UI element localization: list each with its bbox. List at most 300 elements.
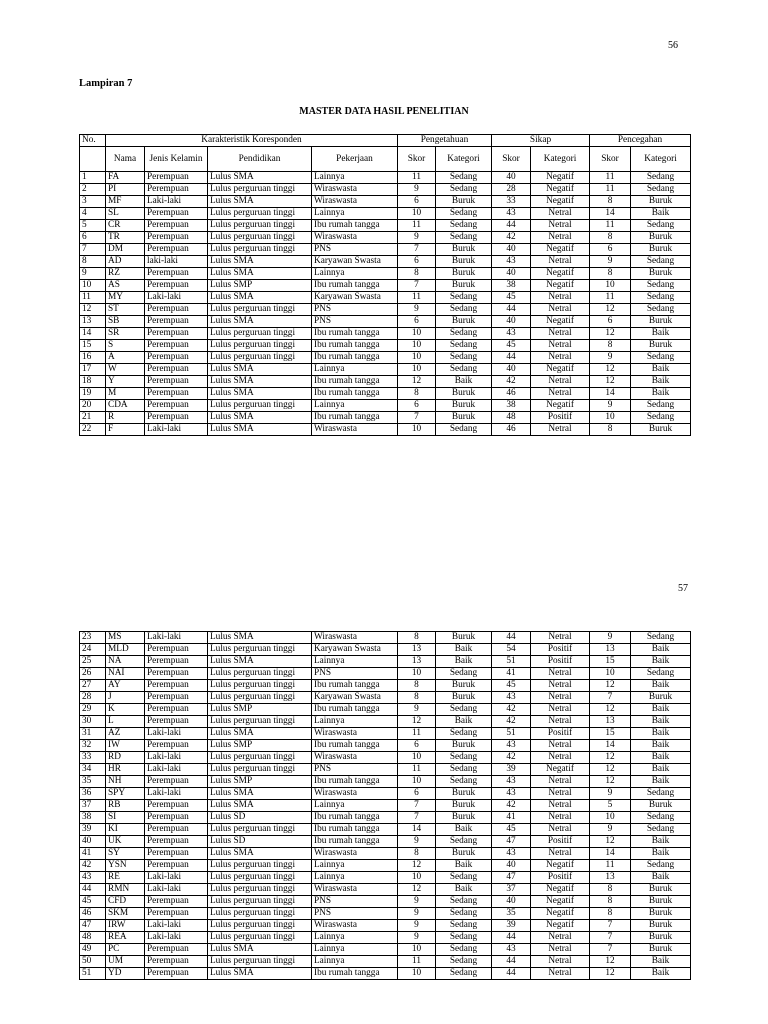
cell-kategori-pencegahan: Sedang [631, 280, 691, 292]
cell-pendidikan: Lulus perguruan tinggi [208, 824, 312, 836]
cell-kategori-pengetahuan: Sedang [436, 424, 492, 436]
cell-kategori-pencegahan: Buruk [631, 920, 691, 932]
header-skor-sikap: Skor [492, 147, 531, 172]
cell-pekerjaan: Karyawan Swasta [312, 692, 398, 704]
cell-kategori-sikap: Positif [531, 836, 590, 848]
cell-kategori-sikap: Netral [531, 788, 590, 800]
cell-pekerjaan: Lainnya [312, 872, 398, 884]
cell-pekerjaan: Lainnya [312, 944, 398, 956]
cell-nama: SKM [106, 908, 145, 920]
cell-kategori-sikap: Netral [531, 292, 590, 304]
cell-kategori-pengetahuan: Sedang [436, 896, 492, 908]
cell-pendidikan: Lulus perguruan tinggi [208, 716, 312, 728]
cell-kategori-pengetahuan: Baik [436, 376, 492, 388]
cell-skor-sikap: 40 [492, 268, 531, 280]
cell-skor-pengetahuan: 10 [398, 776, 436, 788]
cell-jenis-kelamin: Perempuan [145, 740, 208, 752]
cell-skor-sikap: 38 [492, 280, 531, 292]
cell-skor-pencegahan: 10 [590, 668, 631, 680]
header-pencegahan: Pencegahan [590, 135, 691, 147]
cell-skor-sikap: 40 [492, 896, 531, 908]
cell-jenis-kelamin: Laki-laki [145, 920, 208, 932]
cell-nama: KI [106, 824, 145, 836]
cell-nama: REA [106, 932, 145, 944]
cell-pekerjaan: Wiraswasta [312, 848, 398, 860]
cell-skor-sikap: 41 [492, 812, 531, 824]
cell-skor-sikap: 46 [492, 424, 531, 436]
cell-skor-sikap: 51 [492, 656, 531, 668]
cell-skor-pencegahan: 14 [590, 388, 631, 400]
cell-no: 29 [80, 704, 106, 716]
cell-kategori-sikap: Netral [531, 704, 590, 716]
cell-pendidikan: Lulus perguruan tinggi [208, 884, 312, 896]
cell-skor-pengetahuan: 9 [398, 896, 436, 908]
table-row [80, 220, 691, 232]
cell-pekerjaan: Lainnya [312, 860, 398, 872]
table-row [80, 752, 691, 764]
cell-kategori-pengetahuan: Sedang [436, 728, 492, 740]
cell-kategori-sikap: Negatif [531, 920, 590, 932]
cell-nama: SI [106, 812, 145, 824]
cell-kategori-sikap: Netral [531, 740, 590, 752]
cell-skor-pencegahan: 8 [590, 896, 631, 908]
cell-jenis-kelamin: Perempuan [145, 232, 208, 244]
cell-no: 23 [80, 632, 106, 644]
cell-skor-pencegahan: 12 [590, 704, 631, 716]
cell-kategori-pencegahan: Sedang [631, 824, 691, 836]
cell-kategori-pencegahan: Baik [631, 776, 691, 788]
cell-skor-pencegahan: 14 [590, 208, 631, 220]
table-row [80, 812, 691, 824]
cell-nama: Y [106, 376, 145, 388]
cell-jenis-kelamin: Perempuan [145, 412, 208, 424]
cell-skor-sikap: 40 [492, 172, 531, 184]
cell-pekerjaan: Ibu rumah tangga [312, 824, 398, 836]
cell-pendidikan: Lulus SMA [208, 788, 312, 800]
cell-no: 8 [80, 256, 106, 268]
cell-pekerjaan: Lainnya [312, 364, 398, 376]
cell-kategori-pengetahuan: Buruk [436, 800, 492, 812]
header-no: No. [80, 135, 106, 147]
cell-nama: RE [106, 872, 145, 884]
cell-kategori-sikap: Netral [531, 752, 590, 764]
cell-kategori-sikap: Negatif [531, 172, 590, 184]
cell-skor-pencegahan: 6 [590, 316, 631, 328]
cell-jenis-kelamin: Perempuan [145, 944, 208, 956]
cell-nama: AS [106, 280, 145, 292]
cell-no: 37 [80, 800, 106, 812]
cell-kategori-pencegahan: Sedang [631, 352, 691, 364]
cell-skor-sikap: 43 [492, 788, 531, 800]
cell-kategori-pengetahuan: Sedang [436, 704, 492, 716]
cell-pendidikan: Lulus perguruan tinggi [208, 352, 312, 364]
cell-skor-pencegahan: 9 [590, 824, 631, 836]
cell-kategori-sikap: Netral [531, 340, 590, 352]
cell-nama: AY [106, 680, 145, 692]
cell-skor-sikap: 43 [492, 848, 531, 860]
cell-jenis-kelamin: Perempuan [145, 812, 208, 824]
cell-jenis-kelamin: Perempuan [145, 716, 208, 728]
cell-kategori-pengetahuan: Sedang [436, 872, 492, 884]
cell-kategori-pengetahuan: Sedang [436, 328, 492, 340]
table-row [80, 292, 691, 304]
cell-pendidikan: Lulus SMA [208, 656, 312, 668]
cell-kategori-sikap: Netral [531, 256, 590, 268]
cell-kategori-pengetahuan: Buruk [436, 268, 492, 280]
cell-kategori-sikap: Negatif [531, 896, 590, 908]
cell-skor-sikap: 42 [492, 752, 531, 764]
cell-jenis-kelamin: Perempuan [145, 656, 208, 668]
cell-pekerjaan: PNS [312, 896, 398, 908]
cell-pekerjaan: Wiraswasta [312, 728, 398, 740]
cell-pendidikan: Lulus perguruan tinggi [208, 752, 312, 764]
cell-skor-pengetahuan: 13 [398, 656, 436, 668]
table-row [80, 956, 691, 968]
cell-kategori-sikap: Negatif [531, 280, 590, 292]
cell-skor-sikap: 51 [492, 728, 531, 740]
cell-nama: L [106, 716, 145, 728]
cell-skor-pengetahuan: 11 [398, 728, 436, 740]
cell-skor-pengetahuan: 10 [398, 340, 436, 352]
cell-kategori-sikap: Negatif [531, 860, 590, 872]
cell-nama: K [106, 704, 145, 716]
cell-no: 31 [80, 728, 106, 740]
cell-pendidikan: Lulus perguruan tinggi [208, 328, 312, 340]
cell-pekerjaan: Wiraswasta [312, 184, 398, 196]
cell-skor-pengetahuan: 11 [398, 292, 436, 304]
cell-pendidikan: Lulus perguruan tinggi [208, 340, 312, 352]
cell-kategori-pencegahan: Sedang [631, 304, 691, 316]
cell-skor-pengetahuan: 11 [398, 764, 436, 776]
cell-kategori-sikap: Negatif [531, 364, 590, 376]
appendix-label: Lampiran 7 [79, 78, 133, 89]
cell-kategori-pencegahan: Buruk [631, 800, 691, 812]
cell-jenis-kelamin: Perempuan [145, 364, 208, 376]
cell-skor-sikap: 40 [492, 316, 531, 328]
cell-pendidikan: Lulus perguruan tinggi [208, 860, 312, 872]
header-skor-pengetahuan: Skor [398, 147, 436, 172]
cell-skor-pencegahan: 9 [590, 632, 631, 644]
cell-jenis-kelamin: laki-laki [145, 256, 208, 268]
cell-kategori-pencegahan: Sedang [631, 184, 691, 196]
cell-kategori-sikap: Netral [531, 304, 590, 316]
cell-kategori-sikap: Negatif [531, 316, 590, 328]
cell-jenis-kelamin: Perempuan [145, 896, 208, 908]
cell-skor-pencegahan: 11 [590, 860, 631, 872]
cell-skor-pengetahuan: 10 [398, 752, 436, 764]
cell-nama: R [106, 412, 145, 424]
cell-pendidikan: Lulus SMA [208, 968, 312, 980]
cell-kategori-sikap: Netral [531, 944, 590, 956]
table-row [80, 328, 691, 340]
cell-no: 12 [80, 304, 106, 316]
table-row [80, 656, 691, 668]
cell-kategori-pencegahan: Sedang [631, 632, 691, 644]
cell-jenis-kelamin: Perempuan [145, 668, 208, 680]
cell-skor-sikap: 43 [492, 256, 531, 268]
cell-skor-pengetahuan: 9 [398, 836, 436, 848]
cell-skor-pencegahan: 9 [590, 400, 631, 412]
header-blank [80, 147, 106, 172]
cell-pendidikan: Lulus perguruan tinggi [208, 400, 312, 412]
cell-pendidikan: Lulus SMA [208, 256, 312, 268]
cell-pendidikan: Lulus perguruan tinggi [208, 920, 312, 932]
cell-kategori-pencegahan: Sedang [631, 788, 691, 800]
cell-skor-pencegahan: 11 [590, 184, 631, 196]
cell-pendidikan: Lulus SMA [208, 412, 312, 424]
cell-nama: RD [106, 752, 145, 764]
cell-jenis-kelamin: Perempuan [145, 824, 208, 836]
cell-nama: SB [106, 316, 145, 328]
cell-kategori-pencegahan: Sedang [631, 256, 691, 268]
table-row [80, 280, 691, 292]
cell-skor-pencegahan: 13 [590, 872, 631, 884]
page-number: 57 [678, 583, 688, 594]
cell-no: 44 [80, 884, 106, 896]
cell-pekerjaan: PNS [312, 304, 398, 316]
cell-skor-pencegahan: 7 [590, 692, 631, 704]
cell-pendidikan: Lulus SMA [208, 292, 312, 304]
cell-jenis-kelamin: Perempuan [145, 800, 208, 812]
cell-kategori-sikap: Negatif [531, 268, 590, 280]
cell-jenis-kelamin: Perempuan [145, 956, 208, 968]
cell-kategori-sikap: Negatif [531, 244, 590, 256]
cell-kategori-pencegahan: Buruk [631, 244, 691, 256]
header-jenis-kelamin: Jenis Kelamin [145, 147, 208, 172]
table-row [80, 836, 691, 848]
cell-jenis-kelamin: Laki-laki [145, 884, 208, 896]
cell-jenis-kelamin: Laki-laki [145, 764, 208, 776]
table-row [80, 872, 691, 884]
cell-nama: YSN [106, 860, 145, 872]
cell-kategori-pencegahan: Buruk [631, 196, 691, 208]
cell-kategori-pengetahuan: Sedang [436, 340, 492, 352]
cell-skor-pengetahuan: 9 [398, 932, 436, 944]
table-row [80, 632, 691, 644]
cell-pekerjaan: Lainnya [312, 400, 398, 412]
cell-kategori-pengetahuan: Baik [436, 860, 492, 872]
cell-skor-pencegahan: 13 [590, 716, 631, 728]
table-row [80, 692, 691, 704]
cell-skor-sikap: 45 [492, 680, 531, 692]
cell-skor-pengetahuan: 13 [398, 644, 436, 656]
page-title: MASTER DATA HASIL PENELITIAN [299, 106, 469, 117]
cell-no: 26 [80, 668, 106, 680]
cell-kategori-pengetahuan: Buruk [436, 812, 492, 824]
cell-jenis-kelamin: Laki-laki [145, 752, 208, 764]
cell-kategori-pencegahan: Buruk [631, 692, 691, 704]
cell-nama: CDA [106, 400, 145, 412]
cell-nama: SPY [106, 788, 145, 800]
header-row-columns [80, 147, 691, 172]
cell-jenis-kelamin: Laki-laki [145, 196, 208, 208]
cell-skor-pengetahuan: 12 [398, 376, 436, 388]
cell-skor-sikap: 38 [492, 400, 531, 412]
table-row [80, 316, 691, 328]
cell-skor-pengetahuan: 6 [398, 256, 436, 268]
cell-no: 18 [80, 376, 106, 388]
cell-kategori-pencegahan: Buruk [631, 884, 691, 896]
table-row [80, 388, 691, 400]
cell-no: 19 [80, 388, 106, 400]
cell-nama: AD [106, 256, 145, 268]
cell-nama: YD [106, 968, 145, 980]
cell-no: 32 [80, 740, 106, 752]
cell-kategori-pencegahan: Baik [631, 764, 691, 776]
cell-skor-pengetahuan: 12 [398, 716, 436, 728]
cell-kategori-sikap: Netral [531, 692, 590, 704]
cell-pendidikan: Lulus perguruan tinggi [208, 304, 312, 316]
cell-pekerjaan: Wiraswasta [312, 752, 398, 764]
data-table-page1 [79, 134, 691, 436]
cell-kategori-pencegahan: Baik [631, 956, 691, 968]
cell-pekerjaan: PNS [312, 908, 398, 920]
cell-skor-pencegahan: 8 [590, 232, 631, 244]
table-row [80, 776, 691, 788]
cell-kategori-sikap: Netral [531, 208, 590, 220]
cell-skor-sikap: 42 [492, 704, 531, 716]
table-row [80, 824, 691, 836]
cell-nama: SR [106, 328, 145, 340]
cell-pekerjaan: Ibu rumah tangga [312, 704, 398, 716]
cell-jenis-kelamin: Perempuan [145, 644, 208, 656]
cell-pendidikan: Lulus SMP [208, 740, 312, 752]
cell-skor-sikap: 44 [492, 956, 531, 968]
cell-skor-pencegahan: 12 [590, 364, 631, 376]
cell-pekerjaan: Ibu rumah tangga [312, 836, 398, 848]
cell-kategori-sikap: Positif [531, 644, 590, 656]
cell-kategori-pencegahan: Baik [631, 836, 691, 848]
cell-kategori-pengetahuan: Buruk [436, 388, 492, 400]
cell-skor-pencegahan: 12 [590, 752, 631, 764]
cell-kategori-sikap: Netral [531, 220, 590, 232]
cell-kategori-sikap: Netral [531, 352, 590, 364]
cell-jenis-kelamin: Perempuan [145, 376, 208, 388]
cell-no: 16 [80, 352, 106, 364]
cell-skor-pencegahan: 12 [590, 968, 631, 980]
cell-kategori-pengetahuan: Sedang [436, 920, 492, 932]
cell-kategori-pencegahan: Baik [631, 364, 691, 376]
cell-kategori-pengetahuan: Sedang [436, 944, 492, 956]
cell-skor-pencegahan: 12 [590, 836, 631, 848]
cell-pendidikan: Lulus SMA [208, 268, 312, 280]
cell-kategori-pengetahuan: Sedang [436, 220, 492, 232]
cell-skor-pengetahuan: 7 [398, 812, 436, 824]
cell-kategori-pengetahuan: Sedang [436, 668, 492, 680]
cell-jenis-kelamin: Perempuan [145, 208, 208, 220]
cell-skor-pencegahan: 11 [590, 220, 631, 232]
cell-skor-pencegahan: 12 [590, 680, 631, 692]
cell-skor-sikap: 45 [492, 292, 531, 304]
cell-pekerjaan: Lainnya [312, 800, 398, 812]
cell-nama: ST [106, 304, 145, 316]
cell-skor-sikap: 46 [492, 388, 531, 400]
cell-skor-pengetahuan: 10 [398, 872, 436, 884]
cell-nama: PI [106, 184, 145, 196]
cell-skor-pencegahan: 7 [590, 944, 631, 956]
cell-nama: CR [106, 220, 145, 232]
cell-skor-pengetahuan: 12 [398, 860, 436, 872]
cell-kategori-pengetahuan: Buruk [436, 412, 492, 424]
cell-skor-sikap: 40 [492, 244, 531, 256]
cell-no: 9 [80, 268, 106, 280]
table-row [80, 716, 691, 728]
cell-skor-pengetahuan: 8 [398, 632, 436, 644]
cell-jenis-kelamin: Perempuan [145, 692, 208, 704]
cell-pendidikan: Lulus perguruan tinggi [208, 896, 312, 908]
cell-kategori-pencegahan: Baik [631, 728, 691, 740]
cell-skor-pencegahan: 8 [590, 884, 631, 896]
cell-skor-pencegahan: 12 [590, 956, 631, 968]
cell-skor-pencegahan: 11 [590, 292, 631, 304]
cell-skor-pencegahan: 8 [590, 268, 631, 280]
cell-skor-sikap: 44 [492, 304, 531, 316]
cell-jenis-kelamin: Perempuan [145, 680, 208, 692]
cell-no: 40 [80, 836, 106, 848]
cell-kategori-pencegahan: Buruk [631, 944, 691, 956]
cell-skor-pengetahuan: 6 [398, 788, 436, 800]
table-row [80, 196, 691, 208]
cell-pendidikan: Lulus SD [208, 836, 312, 848]
table-row [80, 424, 691, 436]
cell-skor-pengetahuan: 11 [398, 172, 436, 184]
cell-skor-pencegahan: 8 [590, 424, 631, 436]
cell-skor-sikap: 43 [492, 740, 531, 752]
cell-no: 28 [80, 692, 106, 704]
cell-kategori-pengetahuan: Buruk [436, 400, 492, 412]
cell-no: 17 [80, 364, 106, 376]
cell-no: 7 [80, 244, 106, 256]
cell-pekerjaan: PNS [312, 316, 398, 328]
cell-skor-sikap: 28 [492, 184, 531, 196]
cell-kategori-pencegahan: Buruk [631, 316, 691, 328]
table-row [80, 944, 691, 956]
cell-skor-pencegahan: 12 [590, 376, 631, 388]
cell-kategori-sikap: Netral [531, 800, 590, 812]
cell-nama: J [106, 692, 145, 704]
cell-pekerjaan: Ibu rumah tangga [312, 968, 398, 980]
cell-kategori-pencegahan: Sedang [631, 812, 691, 824]
cell-nama: AZ [106, 728, 145, 740]
cell-pekerjaan: Ibu rumah tangga [312, 412, 398, 424]
cell-no: 14 [80, 328, 106, 340]
cell-nama: MY [106, 292, 145, 304]
cell-kategori-sikap: Netral [531, 848, 590, 860]
cell-pendidikan: Lulus perguruan tinggi [208, 232, 312, 244]
cell-kategori-sikap: Netral [531, 776, 590, 788]
cell-skor-sikap: 45 [492, 824, 531, 836]
cell-kategori-pencegahan: Baik [631, 656, 691, 668]
cell-skor-pengetahuan: 14 [398, 824, 436, 836]
cell-jenis-kelamin: Laki-laki [145, 872, 208, 884]
cell-jenis-kelamin: Perempuan [145, 244, 208, 256]
cell-pekerjaan: Lainnya [312, 208, 398, 220]
cell-skor-pencegahan: 7 [590, 932, 631, 944]
cell-skor-pengetahuan: 10 [398, 968, 436, 980]
cell-pendidikan: Lulus SMA [208, 388, 312, 400]
cell-skor-pengetahuan: 10 [398, 352, 436, 364]
cell-kategori-pencegahan: Baik [631, 328, 691, 340]
cell-kategori-pencegahan: Baik [631, 740, 691, 752]
cell-kategori-sikap: Negatif [531, 400, 590, 412]
cell-no: 21 [80, 412, 106, 424]
cell-skor-pencegahan: 13 [590, 644, 631, 656]
cell-kategori-pengetahuan: Buruk [436, 316, 492, 328]
cell-kategori-pengetahuan: Sedang [436, 172, 492, 184]
cell-kategori-pengetahuan: Baik [436, 824, 492, 836]
table-row [80, 920, 691, 932]
cell-skor-pencegahan: 10 [590, 412, 631, 424]
